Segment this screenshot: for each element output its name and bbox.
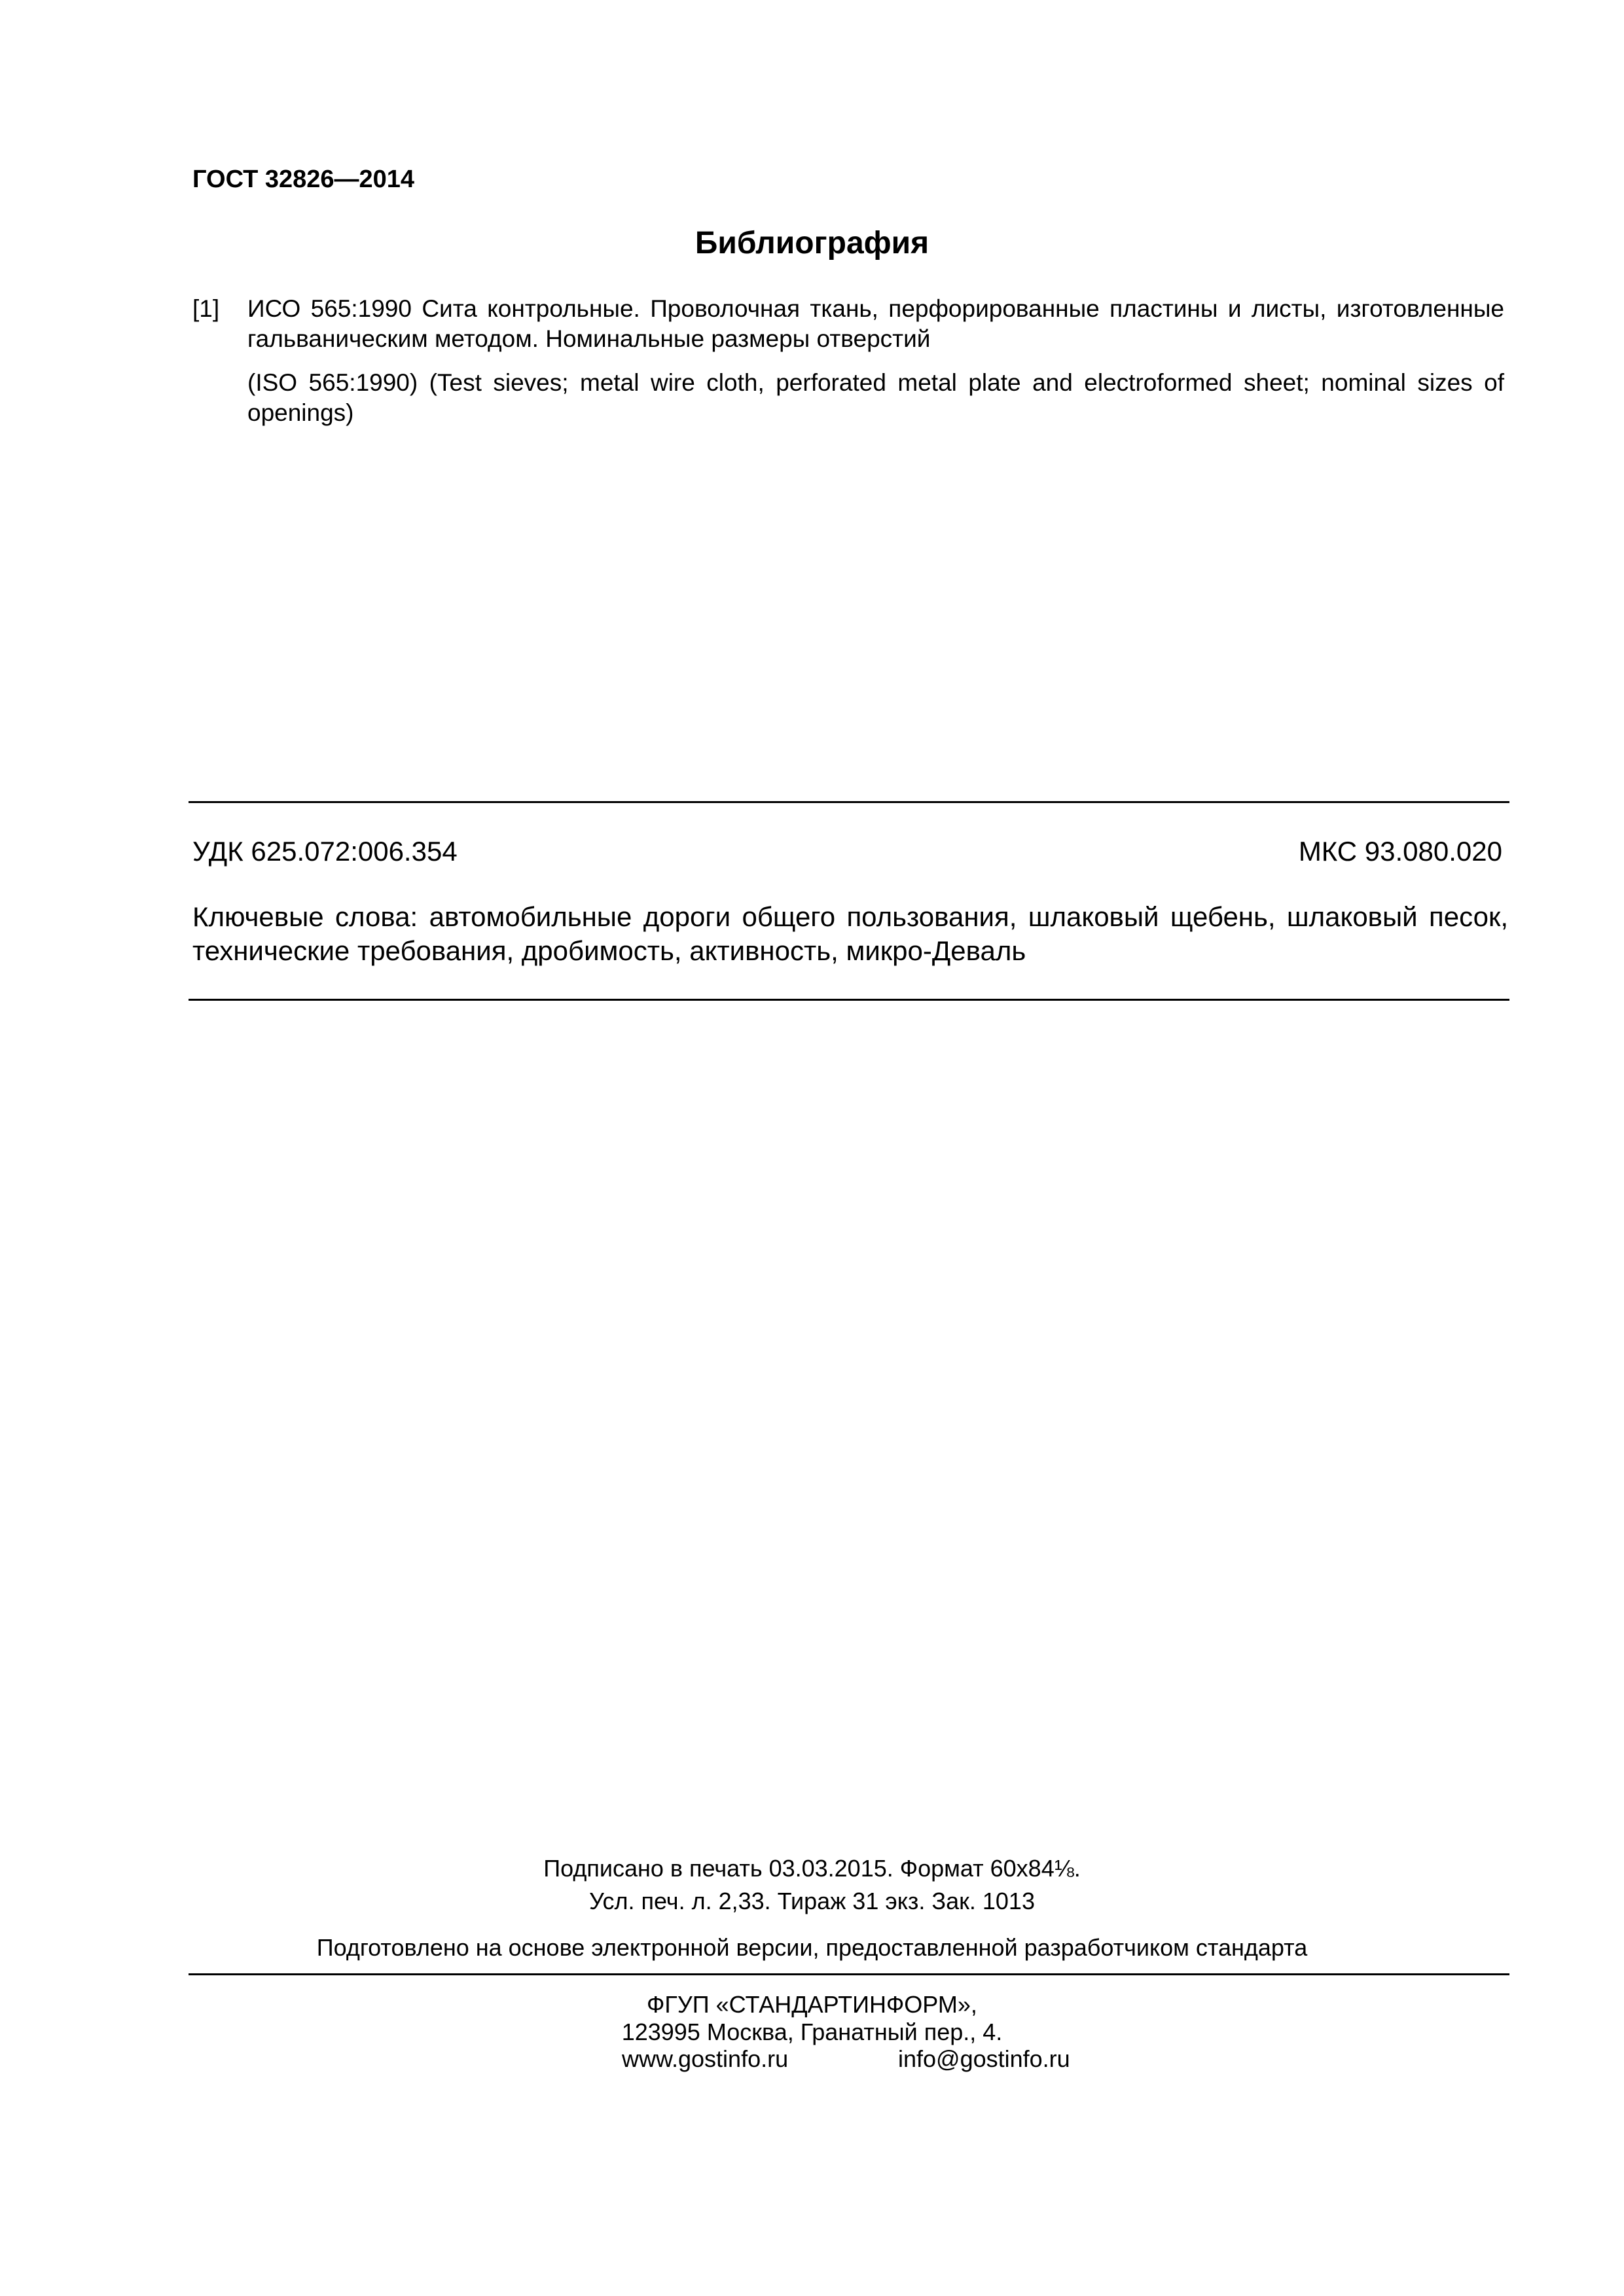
bibliography-title: Библиография — [695, 226, 929, 260]
mks-code: МКС 93.080.020 — [1298, 836, 1502, 867]
divider-top — [189, 801, 1509, 803]
reference-text-ru: ИСО 565:1990 Сита контрольные. Проволочная ткань, перфорированные пластины и листы, изготовленные гальваническим методом. Номинальные размеры отверстий — [247, 295, 1504, 352]
imprint-print-run: Усл. печ. л. 2,33. Тираж 31 экз. Зак. 1013 — [589, 1888, 1035, 1914]
imprint-signed: Подписано в печать 03.03.2015. Формат 60x84⅛. — [543, 1855, 1081, 1882]
publisher-address: 123995 Москва, Гранатный пер., 4. — [621, 2018, 1003, 2045]
reference-number: [1] — [192, 295, 220, 322]
divider-middle — [189, 999, 1509, 1001]
publisher-website-link[interactable]: www.gostinfo.ru — [622, 2045, 789, 2072]
publisher-name: ФГУП «СТАНДАРТИНФОРМ», — [647, 1991, 977, 2018]
reference-text-en: (ISO 565:1990) (Test sieves; metal wire cloth, perforated metal plate and electroformed sheet; nominal sizes of openings) — [247, 369, 1504, 426]
publisher-email-link[interactable]: info@gostinfo.ru — [898, 2045, 1070, 2072]
divider-bottom — [189, 1973, 1509, 1975]
imprint-prepared-note: Подготовлено на основе электронной версии, предоставленной разработчиком стандарта — [316, 1934, 1308, 1961]
keywords: Ключевые слова: автомобильные дороги общего пользования, шлаковый щебень, шлаковый песок, технические требования, дробимость, активность, микро-Деваль — [192, 901, 1508, 966]
document-id: ГОСТ 32826—2014 — [192, 166, 415, 193]
udk-code: УДК 625.072:006.354 — [192, 836, 458, 867]
